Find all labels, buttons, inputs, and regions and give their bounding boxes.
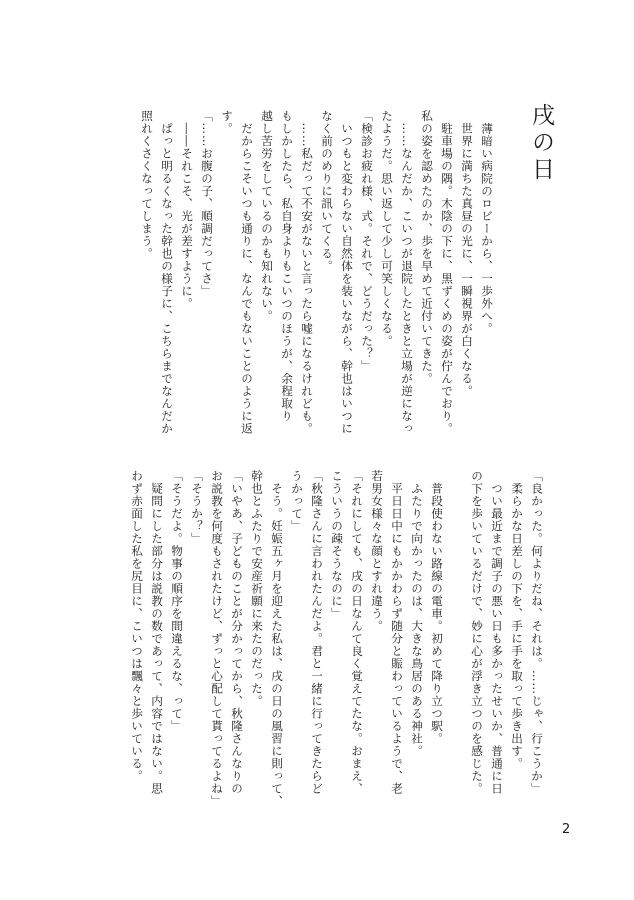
text-line: たようだ。思い返して少し可笑しくなる。 — [380, 110, 394, 348]
text-line: 「良かった。何よりだね、それは。……じゃ、行こうか」 — [530, 470, 544, 795]
text-line: 柔らかな日差しの下を、手に手を取って歩き出す。 — [510, 470, 524, 770]
text-line: そう。妊娠五ヶ月を迎えた私は、戌の日の風習に則って、 — [270, 470, 284, 808]
text-line: もしかしたら、私自身よりもこいつのほうが、余程取り — [280, 110, 294, 423]
text-line: 「そうだよ。物事の順序を間違えるな、って」 — [170, 470, 184, 733]
text-line: なく前のめりに訊いてくる。 — [320, 110, 334, 273]
text-line: 幹也とふたりで安産祈願に来たのだった。 — [250, 470, 264, 708]
text-line: 若男女様々な顔とすれ違う。 — [370, 470, 384, 633]
page-number: 2 — [562, 822, 571, 837]
text-line: 越し苦労をしているのかも知れない。 — [260, 110, 274, 323]
text-line: 照れくさくなってしまう。 — [140, 110, 154, 260]
text-line: だからこそいつも通りに、なんでもないことのように返 — [240, 110, 254, 435]
text-line — [447, 470, 467, 800]
text-line: 「そうか？」 — [190, 470, 204, 545]
top-text-block — [137, 110, 497, 450]
text-line: 「秋隆さんに言われたんだよ。君と一緒に行ってきたらど — [310, 470, 324, 795]
text-line: お説教を何度もされたけど、ずっと心配して貰ってるよね」 — [210, 470, 224, 808]
text-line: ――それこそ、光が差すように。 — [180, 110, 194, 310]
text-line: 「いやあ、子どものことが分かってから、秋隆さんなりの — [230, 470, 244, 795]
text-line: 私の姿を認めたのか、歩を早めて近付いてきた。 — [420, 110, 434, 385]
text-line: ぱっと明るくなった幹也の様子に、こちらまでなんだか — [160, 110, 174, 435]
text-line: ……私だって不安がないと言ったら嘘になるけれども。 — [300, 110, 314, 435]
text-line: 「それにしても、戌の日なんて良く覚えてたな。おまえ、 — [350, 470, 364, 795]
text-line: 薄暗い病院のロビーから、一歩外へ。 — [480, 110, 494, 335]
text-line: こういうの疎そうなのに」 — [330, 470, 344, 620]
text-line: ……なんだか、こいつが退院したときと立場が逆になっ — [400, 110, 414, 435]
text-line: 疑問にした部分は説教の数であって、内容ではない。思 — [150, 470, 164, 795]
text-line: 「……お腹の子、順調だってさ」 — [200, 110, 214, 298]
text-line: 普段使わない路線の電車。初めて降り立つ駅。 — [430, 470, 444, 745]
text-line: つい最近まで調子の悪い日も多かったせいか、普通に日 — [490, 470, 504, 795]
text-line: 駐車場の隅。木陰の下に、黒ずくめの姿が佇んでおり。 — [440, 110, 454, 435]
text-line: いつもと変わらない自然体を装いながら、幹也はいつに — [340, 110, 354, 435]
text-line: の下を歩いているだけで、妙に心が浮き立つのを感じた。 — [470, 470, 484, 795]
bottom-text-block — [127, 470, 547, 808]
text-line: す。 — [220, 110, 234, 135]
text-line: 「検診お疲れ様、式。それで、どうだった？」 — [360, 110, 374, 373]
text-line: うかって」 — [290, 470, 304, 533]
text-line: ふたりで向かったのは、大きな鳥居のある神社。 — [410, 470, 424, 758]
text-line: 平日日中にもかかわらず随分と賑わっているようで、老 — [390, 470, 404, 795]
text-line: 世界に満ちた真昼の光に、一瞬視界が白くなる。 — [460, 110, 474, 398]
text-line: わず赤面した私を尻目に、こいつは飄々と歩いている。 — [130, 470, 144, 783]
chapter-title: 戌の日 — [528, 103, 554, 184]
